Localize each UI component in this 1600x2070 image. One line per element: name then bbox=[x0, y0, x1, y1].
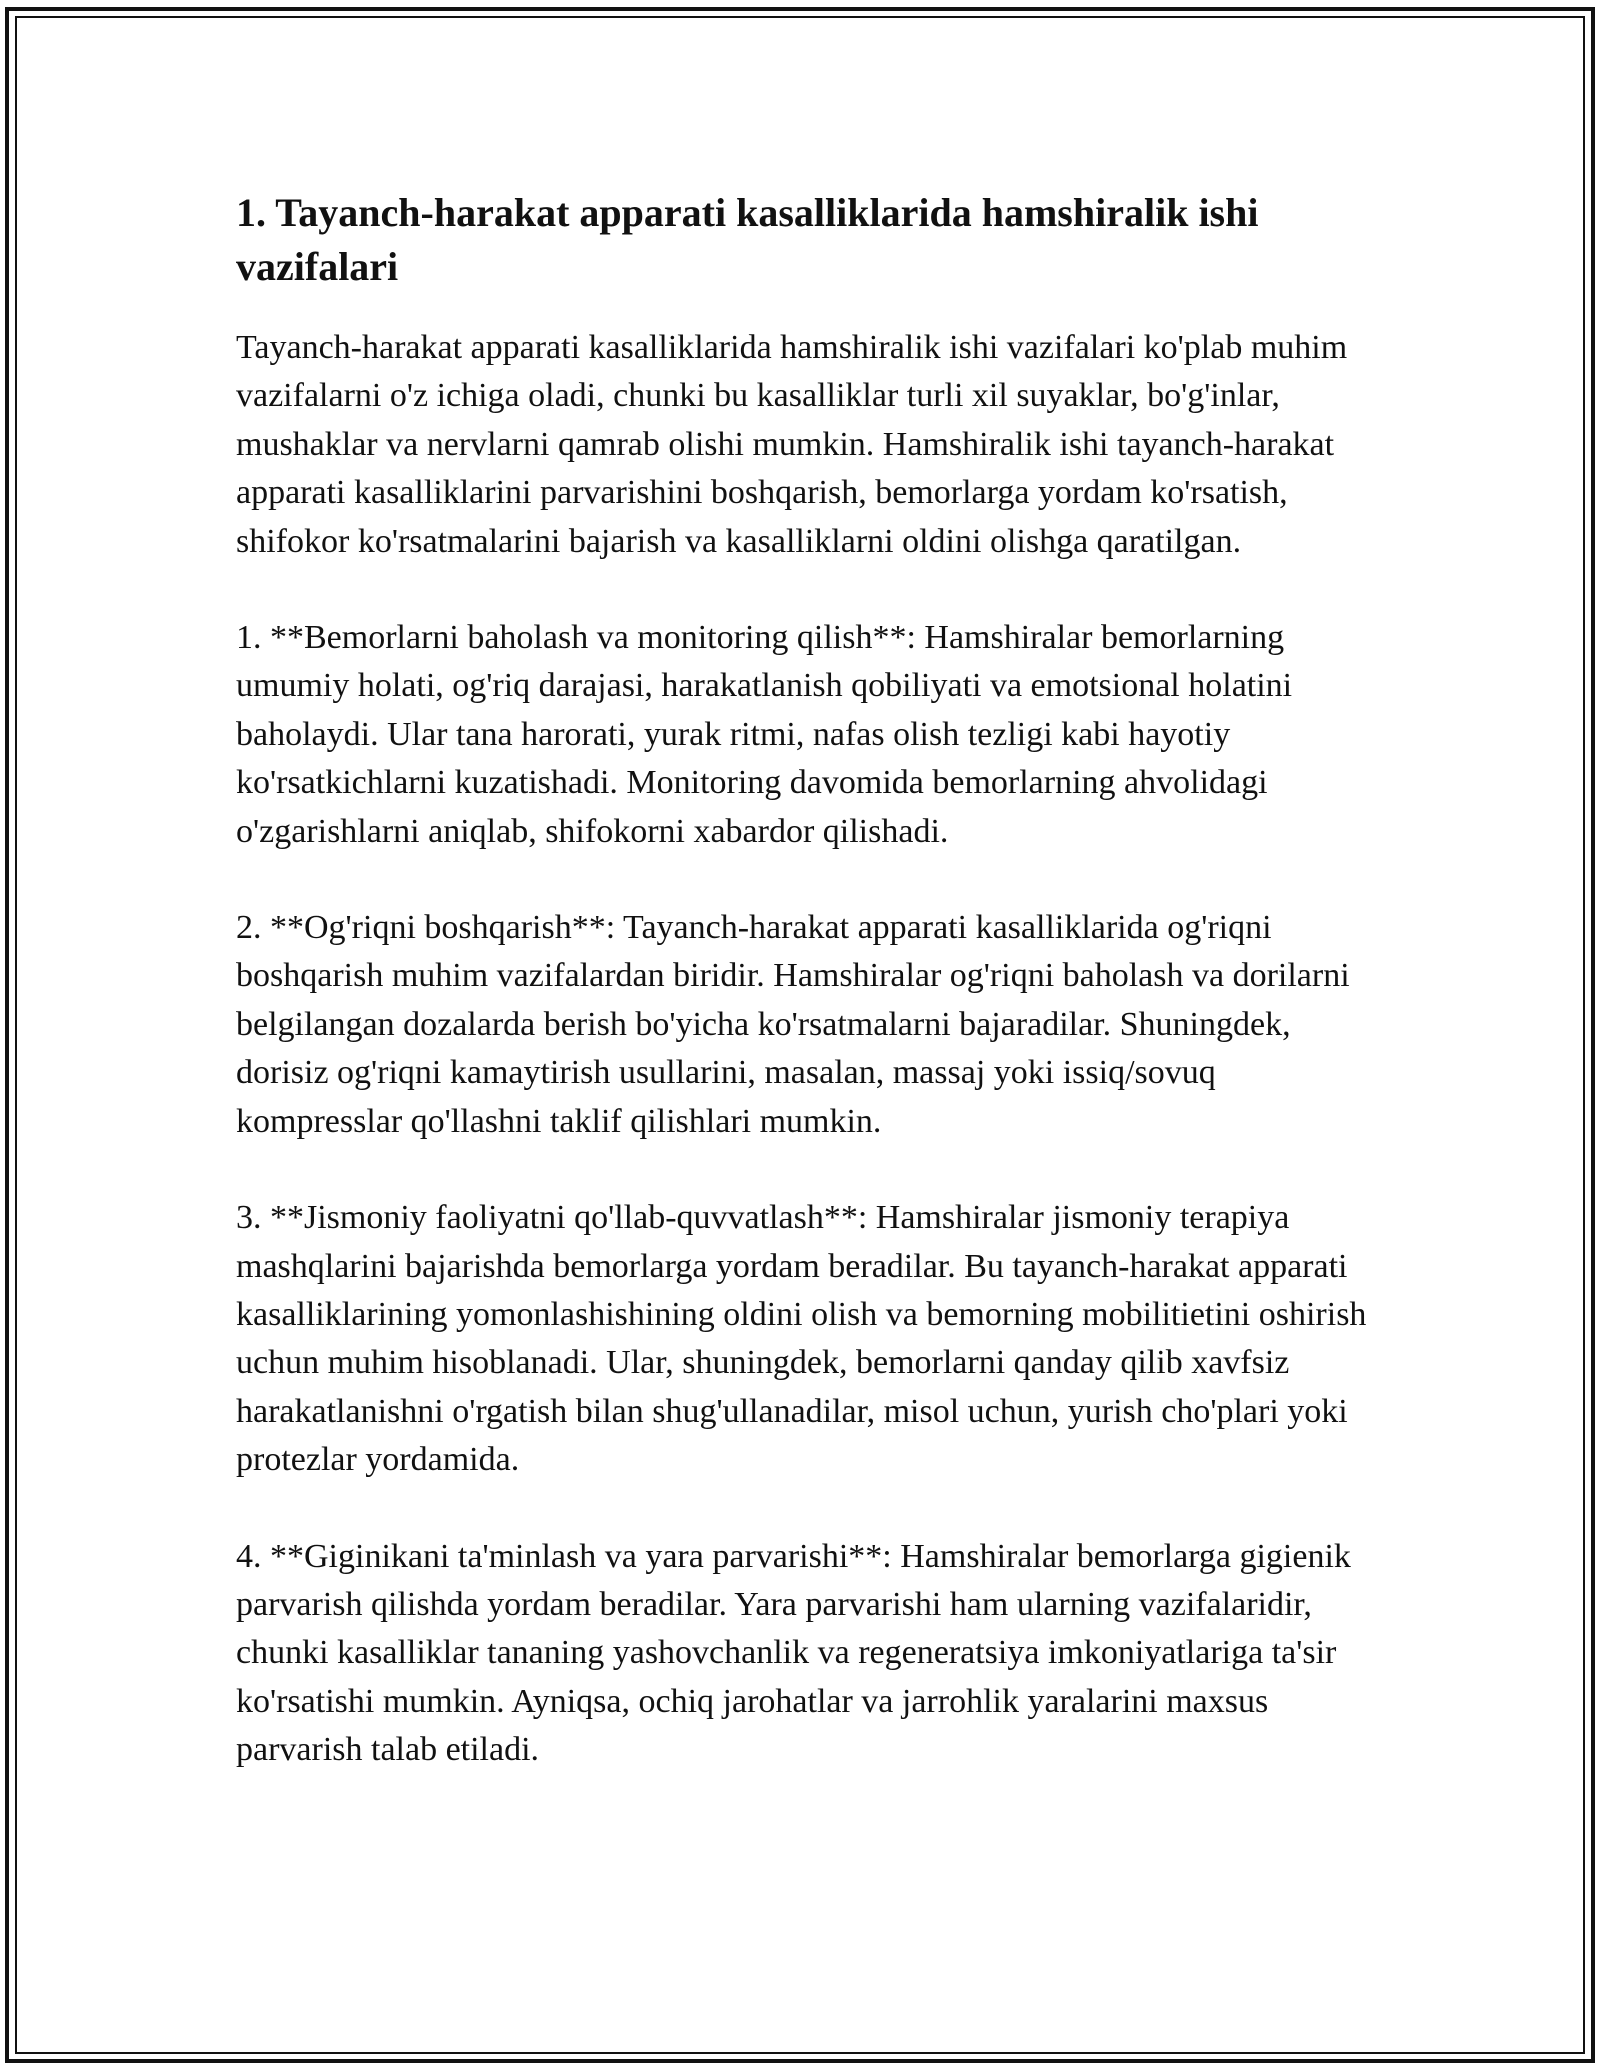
document-body bbox=[236, 186, 1376, 1823]
list-item-4: 4. **Giginikani ta'minlash va yara parvarishi**: Hamshiralar bemorlarga gigienik parvarish qilishda yordam beradilar. Yara parvarishi ham ularning vazifalaridir, chunki kasalliklar tananing yashovchanlik va regeneratsiya imkoniyatlariga ta'sir ko'rsatishi mumkin. Ayniqsa, ochiq jarohatlar va jarrohlik yaralarini maxsus parvarish talab etiladi. bbox=[236, 1537, 1351, 1769]
list-item-3: 3. **Jismoniy faoliyatni qo'llab-quvvatlash**: Hamshiralar jismoniy terapiya mashqlarini bajarishda bemorlarga yordam beradilar. Bu tayanch-harakat apparati kasalliklarining yomonlashishining oldini olish va bemorning mobilitietini oshirish uchun muhim hisoblanadi. Ular, shuningdek, bemorlarni qanday qilib xavfsiz harakatlanishni o'rgatish bilan shug'ullanadilar, misol uchun, yurish cho'plari yoki protezlar yordamida. bbox=[236, 1199, 1367, 1479]
list-item-1: 1. **Bemorlarni baholash va monitoring qilish**: Hamshiralar bemorlarning umumiy holati, og'riq darajasi, harakatlanish qobiliyati va emotsional holatini baholaydi. Ular tana harorati, yurak ritmi, nafas olish tezligi kabi hayotiy ko'rsatkichlarni kuzatishadi. Monitoring davomida bemorlarning ahvolidagi o'zgarishlarni aniqlab, shifokorni xabardor qilishadi. bbox=[236, 619, 1293, 850]
intro-paragraph: Tayanch-harakat apparati kasalliklarida hamshiralik ishi vazifalari ko'plab muhim vazifalarni o'z ichiga oladi, chunki bu kasalliklar turli xil suyaklar, bo'g'inlar, mushaklar va nervlarni qamrab olishi mumkin. Hamshiralik ishi tayanch-harakat apparati kasalliklarini parvarishini boshqarish, bemorlarga yordam ko'rsatish, shifokor ko'rsatmalarini bajarish va kasalliklarni oldini olishga qaratilgan. bbox=[236, 329, 1348, 560]
document-title: 1. Tayanch-harakat apparati kasalliklarida hamshiralik ishi vazifalari bbox=[236, 190, 1259, 289]
list-item-2: 2. **Og'riqni boshqarish**: Tayanch-harakat apparati kasalliklarida og'riqni boshqarish muhim vazifalardan biridir. Hamshiralar og'riqni baholash va dorilarni belgilangan dozalarda berish bo'yicha ko'rsatmalarni bajaradilar. Shuningdek, dorisiz og'riqni kamaytirish usullarini, masalan, massaj yoki issiq/sovuq kompresslar qo'llashni taklif qilishlari mumkin. bbox=[236, 909, 1350, 1140]
